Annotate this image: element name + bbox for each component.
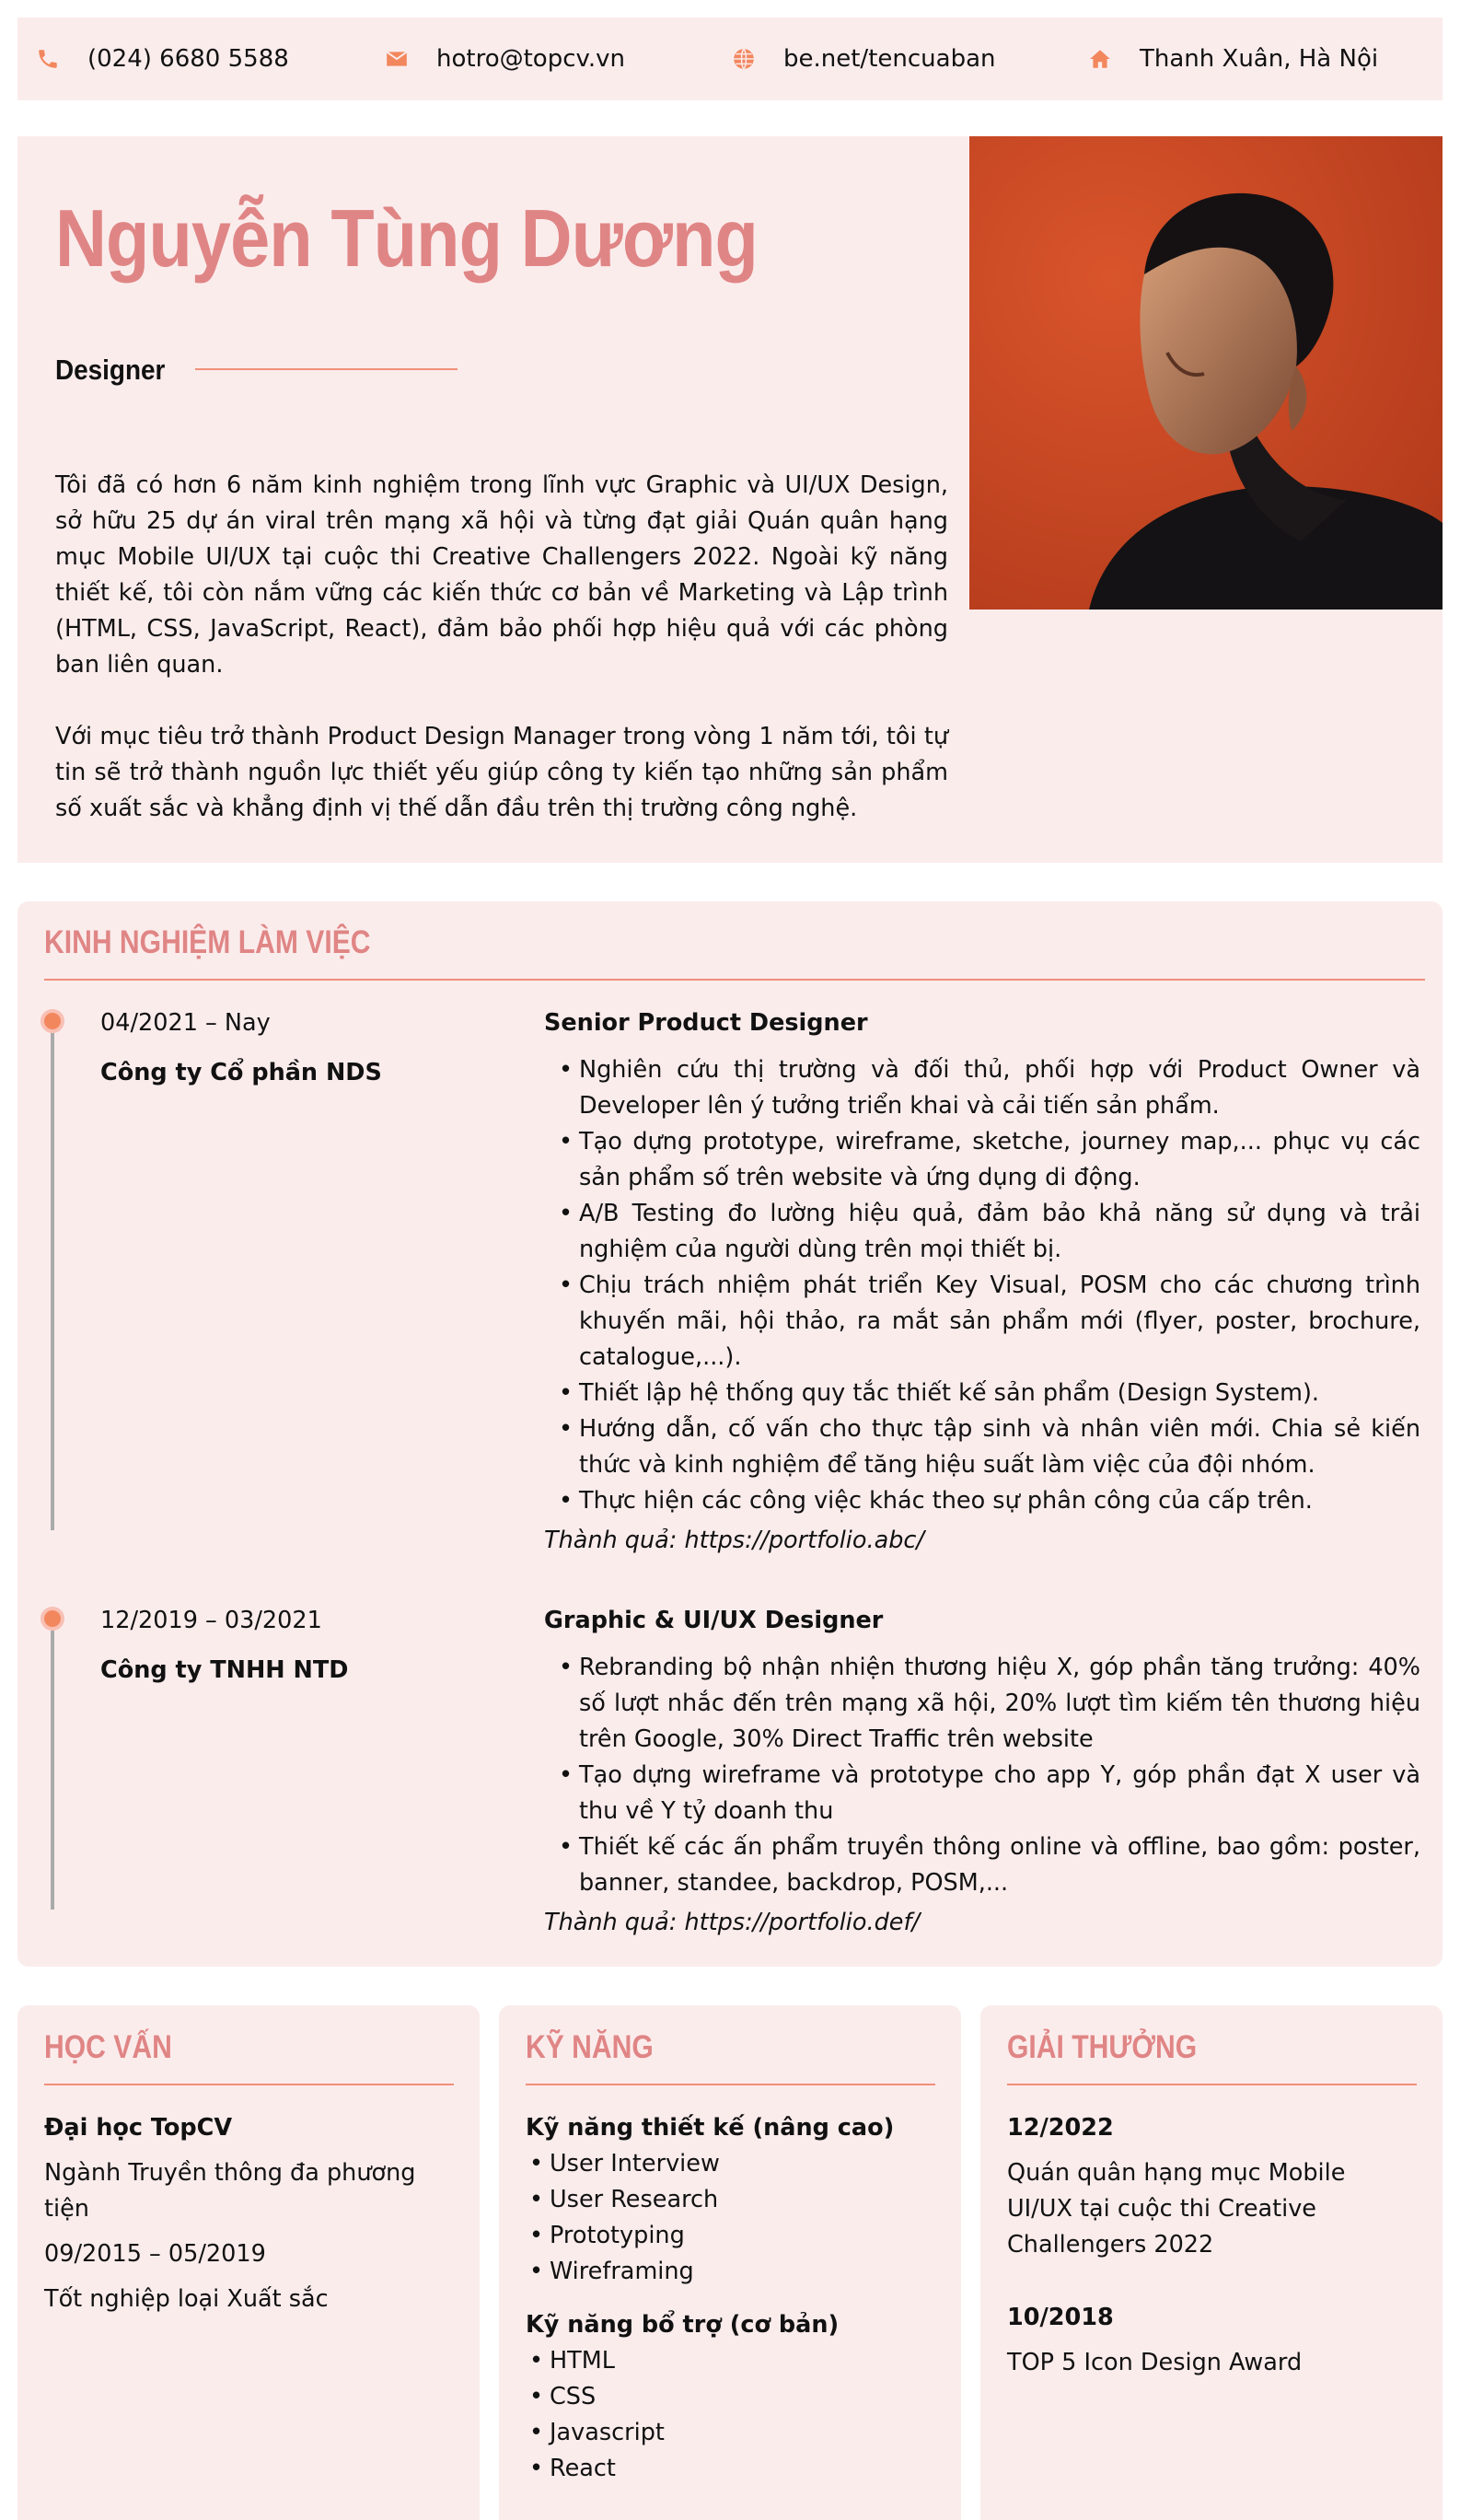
contact-phone [36,17,289,100]
list-item: • Thiết kế các ấn phẩm truyền thông online và offline, bao gồm: poster, banner, standee, backdrop, POSM,... [544,1829,1420,1901]
address-text: Thanh Xuân, Hà Nội [1140,45,1379,73]
list-item: • Hướng dẫn, cố vấn cho thực tập sinh và nhân viên mới. Chia sẻ kiến thức và kinh nghiệm để tăng hiệu suất làm việc của đội nhóm. [544,1411,1420,1483]
award-date: 12/2022 [1007,2114,1114,2142]
job-bullets [544,1052,1420,1519]
experience-section [17,901,1443,1967]
role-divider [195,368,458,370]
skill-group-name: Kỹ năng thiết kế (nâng cao) [526,2114,895,2142]
profile-photo [969,136,1443,610]
mail-icon [385,47,409,71]
education-section [17,2005,480,2520]
list-item: • CSS [515,2379,665,2415]
awards-title: GIẢI THƯỞNG [1007,2029,1198,2065]
contact-address [1088,17,1378,100]
section-divider [44,2084,454,2085]
job-result-link[interactable]: Thành quả: https://portfolio.abc/ [544,1527,925,1554]
job-title: Graphic & UI/UX Designer [544,1607,884,1634]
timeline-dot [41,1009,64,1033]
phone-text[interactable]: (024) 6680 5588 [87,45,289,73]
job-date: 12/2019 – 03/2021 [100,1607,322,1634]
list-item: • HTML [515,2343,665,2379]
award-description: TOP 5 Icon Design Award [1007,2349,1303,2376]
list-item: • A/B Testing đo lường hiệu quả, đảm bảo khả năng sử dụng và trải nghiệm của người dùng trên mọi thiết bị. [544,1196,1420,1268]
candidate-name: Nguyễn Tùng Dương [55,192,758,284]
list-item: • Prototyping [515,2218,720,2254]
contact-email [385,17,625,100]
list-item: • Thiết lập hệ thống quy tắc thiết kế sản phẩm (Design System). [544,1376,1420,1411]
list-item: • User Research [515,2182,720,2218]
summary-paragraph: Tôi đã có hơn 6 năm kinh nghiệm trong lĩnh vực Graphic và UI/UX Design, sở hữu 25 dự án viral trên mạng xã hội và từng đạt giải Quán quân hạng mục Mobile UI/UX tại cuộc thi Creative Challengers 2022. Ngoài kỹ năng thiết kế, tôi còn nắm vững các kiến thức cơ bản về Marketing và Lập trình (HTML, CSS, JavaScript, React), đảm bảo phối hợp hiệu quả với các phòng ban liên quan. [55,471,948,679]
list-item: • Chịu trách nhiệm phát triển Key Visual, POSM cho các chương trình khuyến mãi, hội thảo, ra mắt sản phẩm mới (flyer, poster, brochure, catalogue,...). [544,1268,1420,1376]
timeline-line [51,1631,54,1910]
award-date: 10/2018 [1007,2304,1114,2331]
candidate-role: Designer [55,354,166,386]
list-item: • Nghiên cứu thị trường và đối thủ, phối hợp với Product Owner và Developer lên ý tưởng triển khai và cải tiến sản phẩm. [544,1052,1420,1124]
list-item: • Thực hiện các công việc khác theo sự phân công của cấp trên. [544,1483,1420,1519]
award-description: Quán quân hạng mục Mobile UI/UX tại cuộc thi Creative Challengers 2022 [1007,2159,1346,2259]
globe-icon [732,47,756,71]
contact-website [732,17,995,100]
list-item: • React [515,2451,665,2487]
website-text[interactable]: be.net/tencuaban [783,45,996,73]
list-item: • Tạo dựng wireframe và prototype cho app Y, góp phần đạt X user và thu về Y tỷ doanh thu [544,1758,1420,1829]
school-name: Đại học TopCV [44,2114,233,2142]
skill-list [515,2343,665,2487]
skill-group-name: Kỹ năng bổ trợ (cơ bản) [526,2311,840,2339]
phone-icon [36,47,60,71]
job-company: Công ty TNHH NTD [100,1656,349,1684]
email-text[interactable]: hotro@topcv.vn [436,45,626,73]
list-item: • User Interview [515,2146,720,2182]
skill-list [515,2146,720,2290]
education-period: 09/2015 – 05/2019 [44,2240,266,2268]
list-item: • Rebranding bộ nhận nhiện thương hiệu X, góp phần tăng trưởng: 40% số lượt nhắc đến trên mạng xã hội, 20% lượt tìm kiếm tên thương hiệu trên Google, 30% Direct Traffic trên website [544,1650,1420,1758]
education-grade: Tốt nghiệp loại Xuất sắc [44,2285,329,2313]
list-item: • Javascript [515,2415,665,2451]
education-title: HỌC VẤN [44,2029,172,2065]
list-item: • Tạo dựng prototype, wireframe, sketche, journey map,... phục vụ các sản phẩm số trên website và ứng dụng di động. [544,1124,1420,1196]
contact-bar [17,17,1443,100]
timeline-line [51,1033,54,1530]
section-divider [526,2084,935,2085]
job-bullets [544,1650,1420,1901]
section-divider [44,979,1425,981]
summary-paragraph: Với mục tiêu trở thành Product Design Manager trong vòng 1 năm tới, tôi tự tin sẽ trở thành nguồn lực thiết yếu giúp công ty kiến tạo những sản phẩm số xuất sắc và khẳng định vị thế dẫn đầu trên thị trường công nghệ. [55,723,948,822]
home-icon [1088,47,1112,71]
section-divider [1007,2084,1417,2085]
timeline-dot [41,1607,64,1631]
profile-header [17,136,1443,863]
profile-photo-illustration [969,136,1443,610]
education-major: Ngành Truyền thông đa phương tiện [44,2159,416,2223]
skills-title: KỸ NĂNG [526,2029,654,2065]
list-item: • Wireframing [515,2254,720,2290]
skills-section [499,2005,961,2520]
job-result-link[interactable]: Thành quả: https://portfolio.def/ [544,1909,921,1936]
job-title: Senior Product Designer [544,1009,868,1037]
job-company: Công ty Cổ phần NDS [100,1059,382,1086]
job-date: 04/2021 – Nay [100,1009,271,1037]
summary [55,468,948,827]
experience-title: KINH NGHIỆM LÀM VIỆC [44,924,371,960]
awards-section [980,2005,1443,2520]
